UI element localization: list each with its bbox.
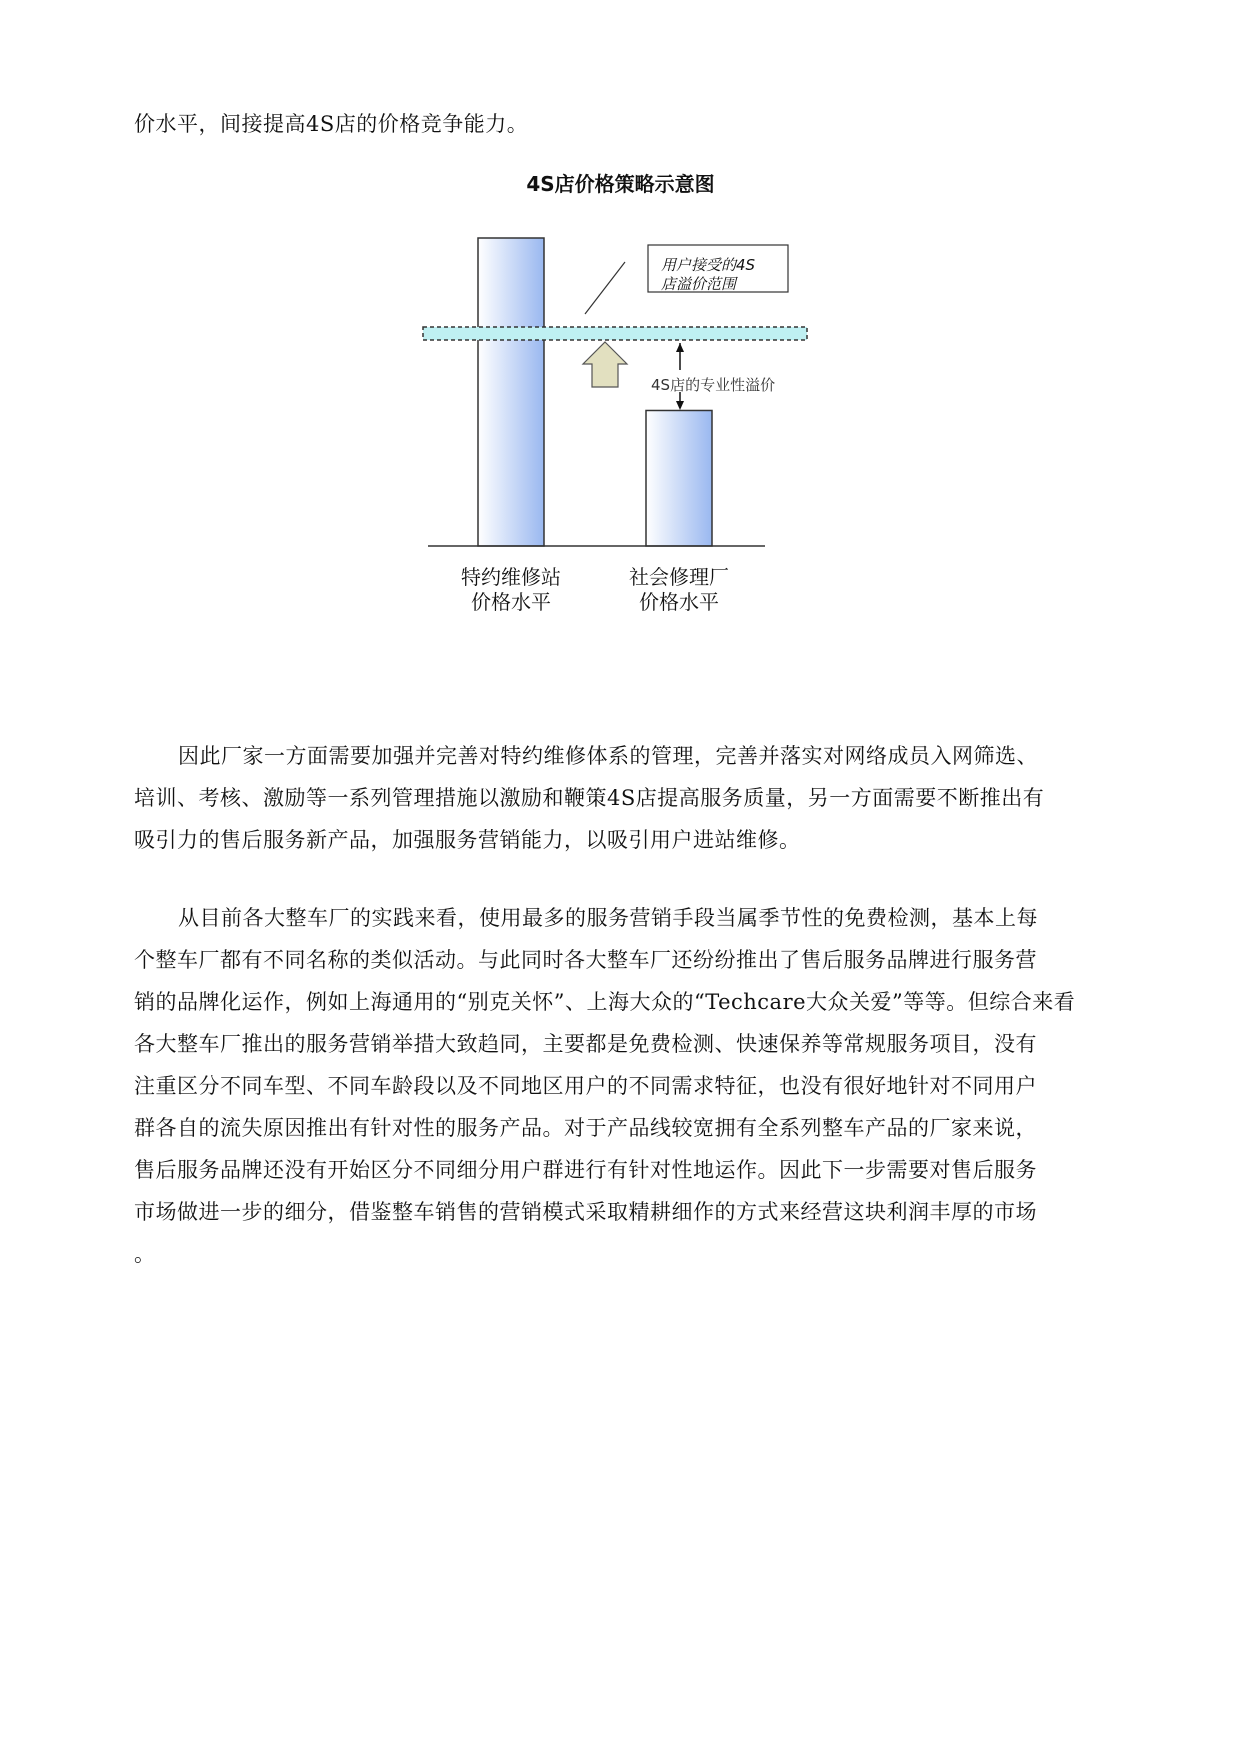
up-arrow-icon [583, 342, 627, 387]
callout-line-2: 店溢价范围 [661, 275, 737, 293]
paragraph-2-line-4: 各大整车厂推出的服务营销举措大致趋同，主要都是免费检测、快速保养等常规服务项目，没有 [134, 1032, 1037, 1056]
category-label-1-line-1: 特约维修站 [461, 565, 561, 589]
category-label-2-line-2: 价格水平 [639, 590, 719, 614]
paragraph-1-line-3: 吸引力的售后服务新产品，加强服务营销能力，以吸引用户进站维修。 [134, 828, 801, 852]
figure-title: 4S店价格策略示意图 [526, 172, 715, 196]
premium-range-band [423, 327, 807, 340]
price-strategy-figure [0, 0, 1241, 700]
intro-line: 价水平，间接提高4S店的价格竞争能力。 [134, 112, 529, 136]
premium-label: 4S店的专业性溢价 [651, 376, 776, 394]
bar-1 [478, 238, 544, 546]
category-label-1-line-2: 价格水平 [471, 590, 551, 614]
callout-line-1: 用户接受的4S [661, 256, 756, 274]
paragraph-2-line-1: 从目前各大整车厂的实践来看，使用最多的服务营销手段当属季节性的免费检测，基本上每 [178, 906, 1038, 930]
paragraph-2-line-3: 销的品牌化运作，例如上海通用的“别克关怀”、上海大众的“Techcare大众关爱”等等。但综合来看 [134, 990, 1076, 1014]
bar-2 [646, 410, 712, 546]
paragraph-1-line-1: 因此厂家一方面需要加强并完善对特约维修体系的管理，完善并落实对网络成员入网筛选、 [178, 744, 1038, 768]
paragraph-2-line-2: 个整车厂都有不同名称的类似活动。与此同时各大整车厂还纷纷推出了售后服务品牌进行服务营 [134, 948, 1037, 972]
paragraph-2-line-8: 市场做进一步的细分，借鉴整车销售的营销模式采取精耕细作的方式来经营这块利润丰厚的市场 [134, 1200, 1037, 1224]
paragraph-2-line-7: 售后服务品牌还没有开始区分不同细分用户群进行有针对性地运作。因此下一步需要对售后服务 [134, 1158, 1037, 1182]
callout-leader-line [585, 262, 625, 314]
paragraph-2-line-9: 。 [134, 1242, 156, 1266]
paragraph-1-line-2: 培训、考核、激励等一系列管理措施以激励和鞭策4S店提高服务质量，另一方面需要不断推出有 [134, 786, 1045, 810]
paragraph-2-line-5: 注重区分不同车型、不同车龄段以及不同地区用户的不同需求特征，也没有很好地针对不同用户 [134, 1074, 1037, 1098]
paragraph-2-line-6: 群各自的流失原因推出有针对性的服务产品。对于产品线较宽拥有全系列整车产品的厂家来说， [134, 1116, 1037, 1140]
category-label-2-line-1: 社会修理厂 [629, 565, 729, 589]
